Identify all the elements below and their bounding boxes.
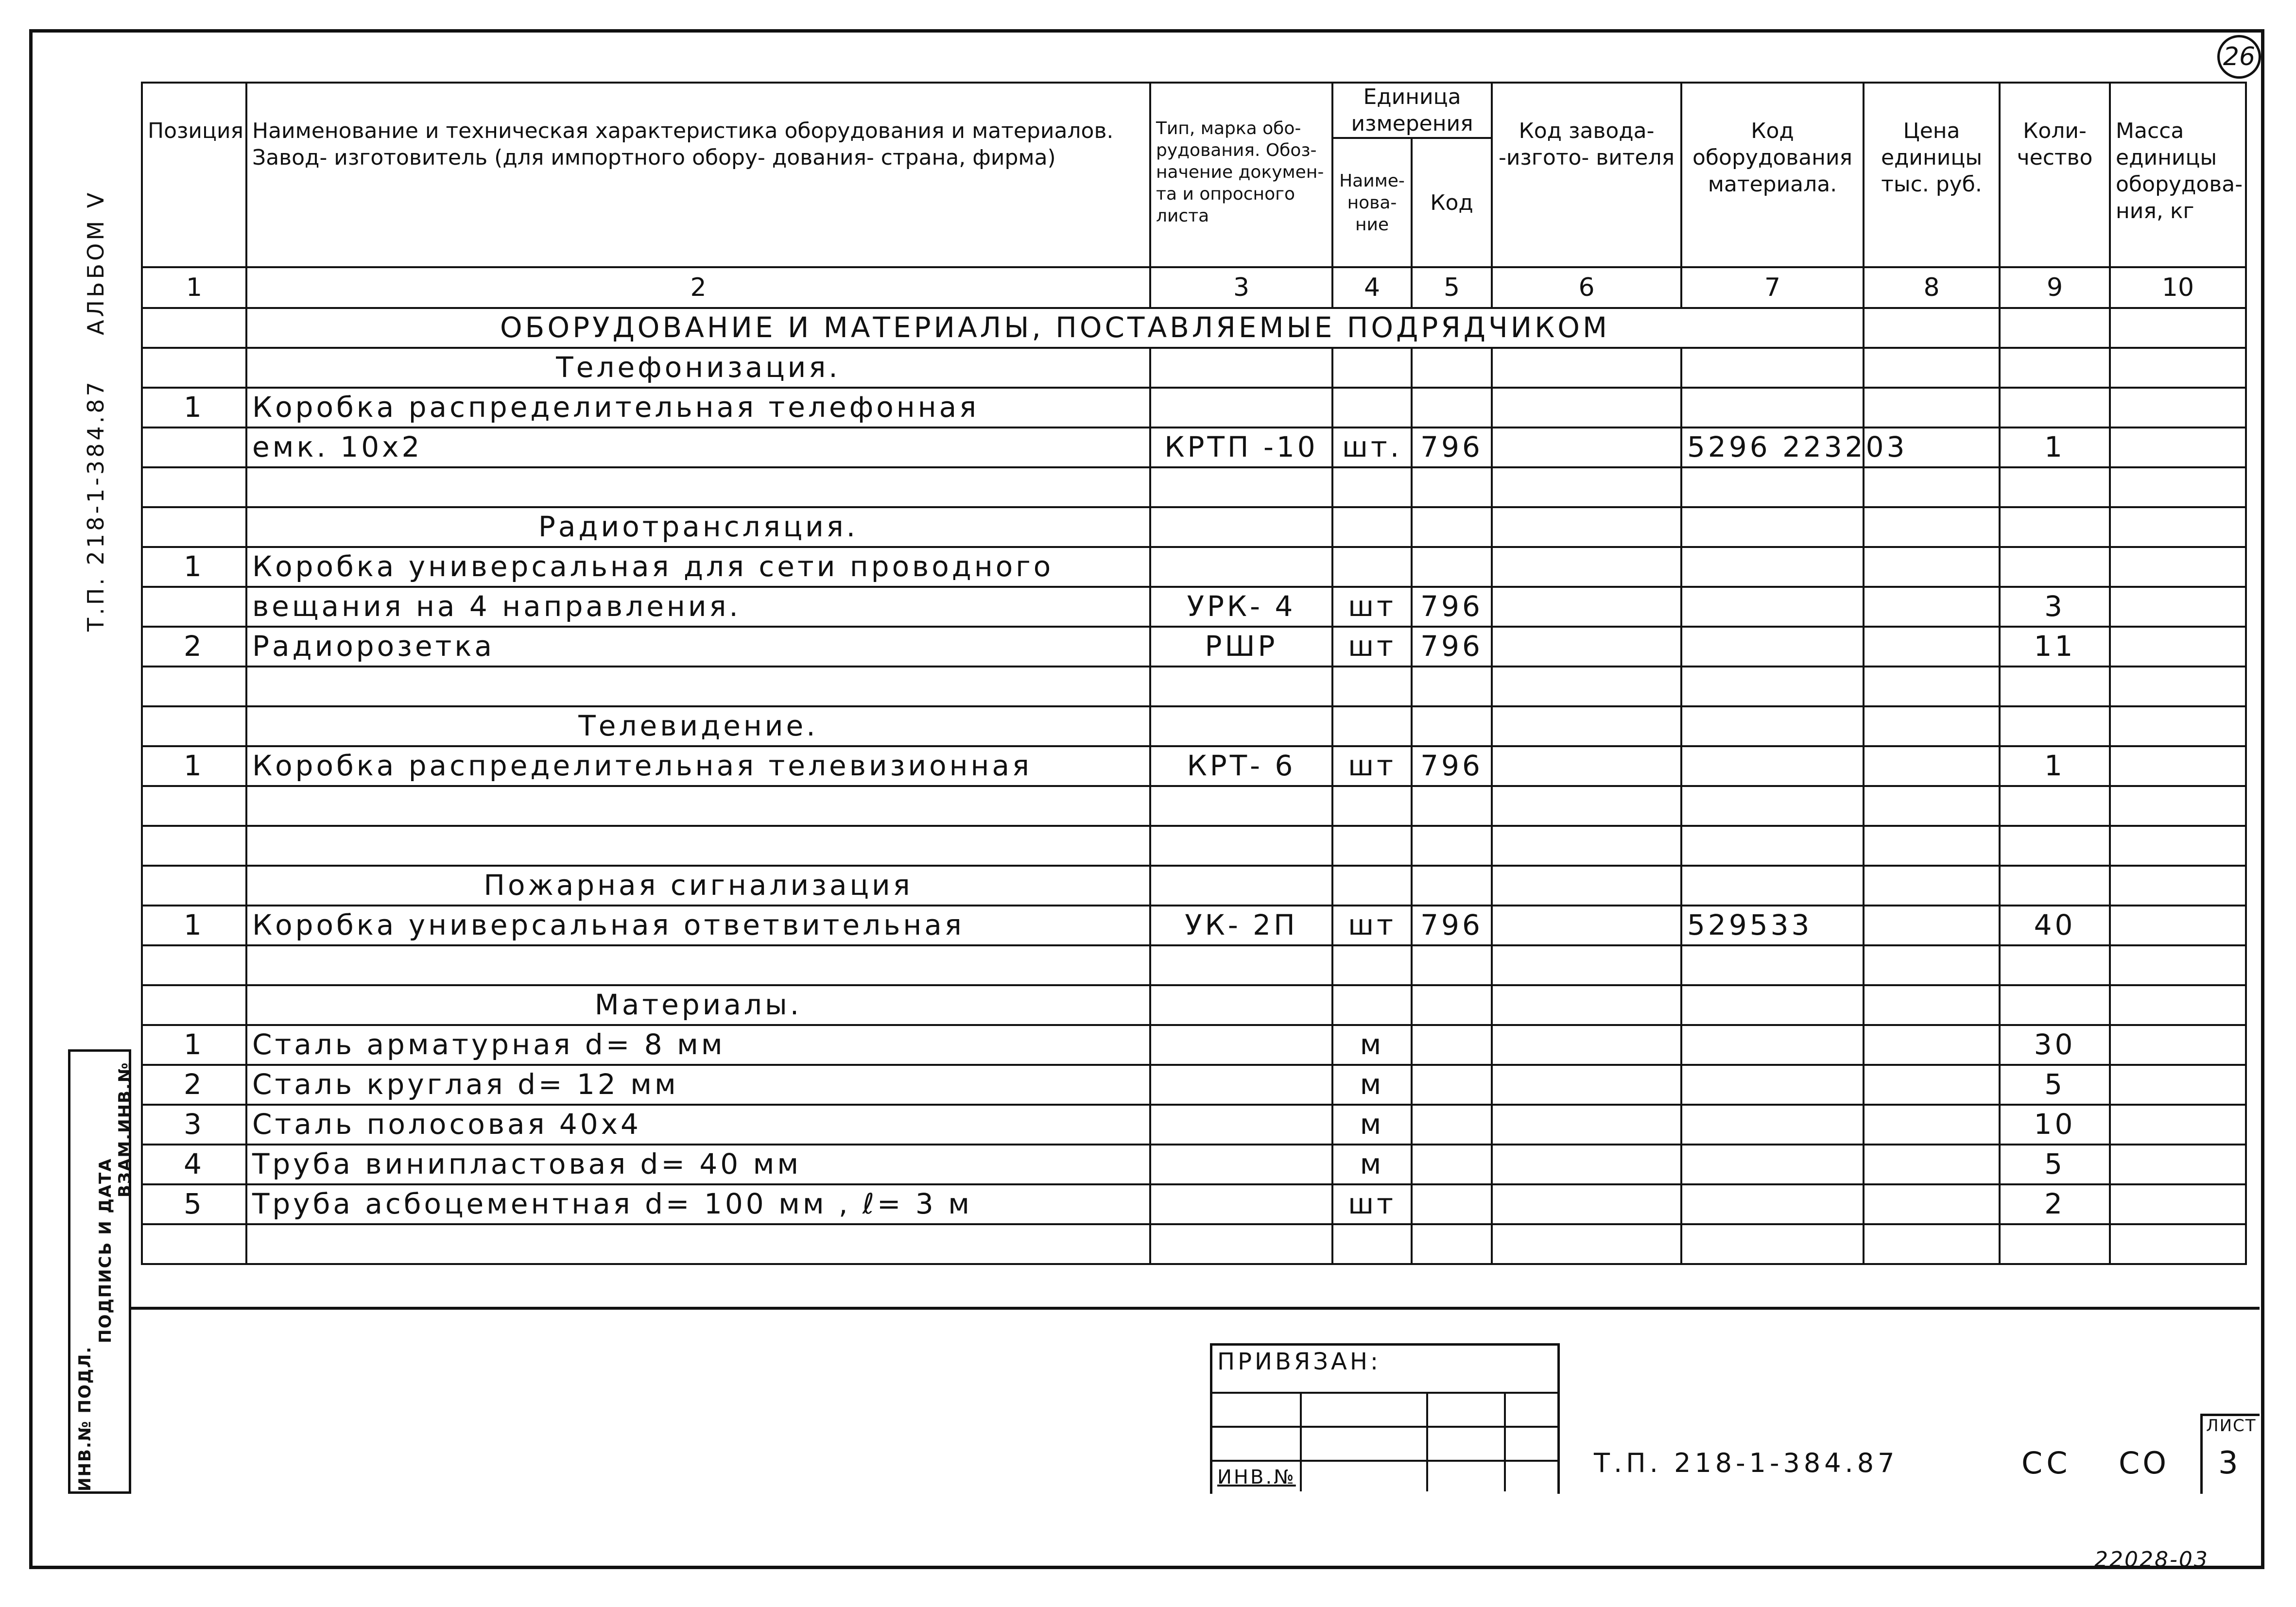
column-number-row [142,267,2246,308]
cell-empty [246,786,1150,826]
cell-empty [2110,308,2246,348]
cell-empty [2110,467,2246,507]
cell-empty [2000,467,2110,507]
table-row [142,547,2246,587]
cell-pos: 3 [142,1105,246,1145]
cell-empty [2110,985,2246,1025]
cell-empty [1681,826,1864,866]
cell-empty [1864,1224,2000,1264]
header-type: Тип, марка обо- рудования. Обоз- начение докумен- та и опросного листа [1150,83,1332,267]
cell-empty [2110,348,2246,388]
cell-empty [1412,706,1492,746]
section-heading: Пожарная сигнализация [246,866,1150,906]
cell-equip-code: 529533 [1681,906,1864,945]
stage-cc: СС [2021,1445,2072,1481]
cell-type [1150,388,1332,427]
cell-pos: 4 [142,1145,246,1184]
cell-pos: 1 [142,547,246,587]
cell-plant-code [1492,587,1681,627]
table-row [142,467,2246,507]
cell-empty [1412,467,1492,507]
cell-empty [2110,866,2246,906]
cell-equip-code [1681,1105,1864,1145]
cell-plant-code [1492,388,1681,427]
column-number: 2 [246,267,1150,308]
cell-plant-code [1492,1065,1681,1105]
table-header [142,83,2246,308]
header-unit-name: Наиме- нова- ние [1332,138,1412,267]
cell-plant-code [1492,906,1681,945]
cell-empty [1332,667,1412,706]
cell-plant-code [1492,547,1681,587]
cell-unit [1332,547,1412,587]
cell-price [1864,1184,2000,1224]
column-number: 5 [1412,267,1492,308]
left-margin-stamp [68,1049,135,1494]
cell-price [1864,1105,2000,1145]
cell-empty [2000,348,2110,388]
cell-empty [1864,945,2000,985]
cell-type [1150,547,1332,587]
cell-name: Коробка распределительная телевизионная [246,746,1150,786]
cell-empty [2000,308,2110,348]
cell-empty [2110,706,2246,746]
cell-unit-code [1412,1184,1492,1224]
cell-pos [142,507,246,547]
header-price: Цена единицы тыс. руб. [1864,83,2000,267]
cell-unit-code [1412,1105,1492,1145]
cell-equip-code [1681,547,1864,587]
cell-empty [1681,866,1864,906]
cell-empty [2000,667,2110,706]
cell-qty: 1 [2000,427,2110,467]
cell-unit: шт [1332,1184,1412,1224]
cell-empty [1492,507,1681,547]
column-number: 10 [2110,267,2246,308]
cell-qty: 1 [2000,746,2110,786]
cell-empty [1412,866,1492,906]
cell-empty [2000,507,2110,547]
cell-qty [2000,547,2110,587]
cell-empty [142,786,246,826]
cell-empty [1332,826,1412,866]
cell-plant-code [1492,1105,1681,1145]
cell-empty [2110,667,2246,706]
cell-qty: 5 [2000,1065,2110,1105]
cell-empty [246,826,1150,866]
cell-unit: м [1332,1065,1412,1105]
cell-qty: 30 [2000,1025,2110,1065]
inv-number-label: ИНВ.№ [1217,1466,1296,1488]
cell-mass [2110,1105,2246,1145]
column-number: 4 [1332,267,1412,308]
cell-empty [1681,1224,1864,1264]
cell-type: УРК- 4 [1150,587,1332,627]
header-plant-code: Код завода- -изгото- вителя [1492,83,1681,267]
mark-co: СО [2119,1445,2170,1481]
cell-plant-code [1492,1145,1681,1184]
cell-empty [246,667,1150,706]
margin-sign-label: ПОДПИСЬ И ДАТА [96,1158,115,1343]
cell-mass [2110,746,2246,786]
table-row [142,627,2246,667]
cell-pos [142,985,246,1025]
cell-plant-code [1492,427,1681,467]
cell-empty [1492,826,1681,866]
cell-empty [1864,308,2000,348]
cell-type [1150,1184,1332,1224]
table-row [142,786,2246,826]
cell-empty [2110,507,2246,547]
cell-empty [1864,507,2000,547]
cell-qty: 11 [2000,627,2110,667]
cell-empty [1412,786,1492,826]
cell-plant-code [1492,1184,1681,1224]
table-row [142,1184,2246,1224]
cell-unit-code: 796 [1412,906,1492,945]
cell-plant-code [1492,1025,1681,1065]
cell-unit: шт [1332,746,1412,786]
column-number: 1 [142,267,246,308]
cell-empty [1150,706,1332,746]
cell-type [1150,1065,1332,1105]
cell-pos [142,427,246,467]
column-number: 7 [1681,267,1864,308]
cell-empty [1681,348,1864,388]
margin-inv-label: ИНВ.№ ПОДЛ. [75,1346,95,1491]
cell-equip-code [1681,627,1864,667]
document-code: Т.П. 218-1-384.87 [1594,1448,1899,1478]
cell-price [1864,587,2000,627]
cell-unit-code: 796 [1412,587,1492,627]
cell-pos: 5 [142,1184,246,1224]
cell-empty [1150,786,1332,826]
cell-empty [1332,706,1412,746]
cell-equip-code [1681,746,1864,786]
table-body [142,308,2246,1264]
cell-empty [1412,507,1492,547]
cell-type: РШР [1150,627,1332,667]
cell-empty [1150,507,1332,547]
bound-label: ПРИВЯЗАН: [1217,1348,1381,1375]
cell-unit: м [1332,1145,1412,1184]
cell-unit: м [1332,1105,1412,1145]
cell-price [1864,547,2000,587]
cell-mass [2110,1145,2246,1184]
cell-empty [1150,945,1332,985]
cell-qty: 2 [2000,1184,2110,1224]
cell-name: Сталь круглая d= 12 мм [246,1065,1150,1105]
header-name: Наименование и техническая характеристика оборудования и материалов. Завод- изготовитель (для импортного обору- дования- страна, фирма) [246,83,1150,267]
cell-empty [1864,348,2000,388]
table-row [142,1105,2246,1145]
cell-empty [1412,945,1492,985]
cell-empty [1332,467,1412,507]
cell-qty: 10 [2000,1105,2110,1145]
cell-name: Труба асбоцементная d= 100 мм , ℓ= 3 м [246,1184,1150,1224]
cell-empty [246,467,1150,507]
cell-empty [1864,706,2000,746]
cell-price [1864,1025,2000,1065]
cell-mass [2110,547,2246,587]
cell-empty [2110,1224,2246,1264]
cell-qty: 5 [2000,1145,2110,1184]
cell-pos [142,706,246,746]
cell-price [1864,906,2000,945]
section-heading: Телефонизация. [246,348,1150,388]
cell-empty [2110,826,2246,866]
cell-pos: 1 [142,746,246,786]
header-unit-group: Единица измерения [1332,83,1492,138]
table-row [142,1145,2246,1184]
header-qty: Коли- чество [2000,83,2110,267]
cell-price [1864,746,2000,786]
cell-empty [1492,985,1681,1025]
cell-empty [1681,706,1864,746]
cell-empty [2110,786,2246,826]
cell-type [1150,1025,1332,1065]
cell-empty [2000,826,2110,866]
cell-empty [246,945,1150,985]
sheet-label: ЛИСТ [2206,1416,2257,1436]
cell-name: Сталь полосовая 40х4 [246,1105,1150,1145]
cell-mass [2110,1184,2246,1224]
cell-unit-code [1412,1065,1492,1105]
cell-equip-code [1681,1145,1864,1184]
cell-name: Труба винипластовая d= 40 мм [246,1145,1150,1184]
cell-empty [1412,1224,1492,1264]
page-circle-number: 26 [2217,35,2261,79]
table-row [142,388,2246,427]
table-row [142,706,2246,746]
cell-empty [1412,826,1492,866]
header-unit-code: Код [1412,138,1492,267]
cell-mass [2110,1025,2246,1065]
cell-empty [2110,945,2246,985]
cell-empty [1412,348,1492,388]
cell-empty [1864,786,2000,826]
header-equip-code: Код оборудования материала. [1681,83,1864,267]
cell-empty [2000,786,2110,826]
cell-pos [142,866,246,906]
section-heading: Телевидение. [246,706,1150,746]
archive-number: 22028-03 [2094,1547,2209,1572]
table-row [142,906,2246,945]
cell-empty [1150,348,1332,388]
cell-name: Коробка универсальная ответвительная [246,906,1150,945]
cell-name: вещания на 4 направления. [246,587,1150,627]
cell-price [1864,627,2000,667]
cell-pos [142,348,246,388]
cell-name: Радиорозетка [246,627,1150,667]
column-number: 3 [1150,267,1332,308]
cell-empty [1150,667,1332,706]
cell-empty [1332,945,1412,985]
cell-empty [246,1224,1150,1264]
table-row [142,348,2246,388]
cell-unit-code [1412,1025,1492,1065]
cell-unit-code [1412,1145,1492,1184]
cell-unit-code [1412,547,1492,587]
cell-unit: шт. [1332,427,1412,467]
cell-empty [2000,945,2110,985]
table-row [142,427,2246,467]
table-row [142,507,2246,547]
cell-empty [1332,507,1412,547]
cell-price [1864,388,2000,427]
cell-name: Коробка распределительная телефонная [246,388,1150,427]
cell-empty [1681,985,1864,1025]
sheet-number: 3 [2218,1445,2238,1481]
cell-empty [2000,866,2110,906]
cell-empty [1492,348,1681,388]
cell-empty [1332,985,1412,1025]
cell-empty [1332,348,1412,388]
cell-unit: шт [1332,906,1412,945]
cell-pos: 1 [142,388,246,427]
header-pos: Позиция [142,83,246,267]
cell-mass [2110,427,2246,467]
cell-empty [1864,826,2000,866]
cell-pos: 1 [142,906,246,945]
side-doc-code: Т.П. 218-1-384.87 [83,379,109,632]
cell-type: КРТП -10 [1150,427,1332,467]
cell-empty [1492,786,1681,826]
table-row [142,866,2246,906]
cell-empty [1150,826,1332,866]
cell-unit-code [1412,388,1492,427]
cell-mass [2110,1065,2246,1105]
cell-pos: 2 [142,1065,246,1105]
cell-empty [1492,706,1681,746]
cell-mass [2110,388,2246,427]
cell-type [1150,1145,1332,1184]
cell-empty [1150,866,1332,906]
cell-plant-code [1492,746,1681,786]
cell-empty [142,667,246,706]
cell-name: Коробка универсальная для сети проводного [246,547,1150,587]
column-number: 8 [1864,267,2000,308]
specification-table [141,82,2247,1265]
table-row [142,1224,2246,1264]
cell-empty [1864,667,2000,706]
cell-pos [142,587,246,627]
cell-empty [1150,1224,1332,1264]
cell-empty [1864,467,2000,507]
table-row [142,985,2246,1025]
cell-equip-code [1681,1025,1864,1065]
album-label: АЛЬБОМ V [83,189,109,335]
cell-empty [2000,985,2110,1025]
cell-empty [1681,467,1864,507]
cell-pos [142,308,246,348]
cell-empty [142,467,246,507]
table-row [142,667,2246,706]
cell-unit: м [1332,1025,1412,1065]
cell-equip-code [1681,1065,1864,1105]
cell-empty [1492,1224,1681,1264]
cell-empty [2000,1224,2110,1264]
cell-equip-code [1681,388,1864,427]
cell-empty [1150,467,1332,507]
cell-price [1864,1145,2000,1184]
cell-empty [1412,667,1492,706]
cell-empty [1864,866,2000,906]
margin-replace-label: ВЗАМ.ИНВ.№ [115,1061,135,1197]
cell-name: Сталь арматурная d= 8 мм [246,1025,1150,1065]
header-mass: Масса единицы оборудова- ния, кг [2110,83,2246,267]
cell-mass [2110,906,2246,945]
column-number: 6 [1492,267,1681,308]
cell-equip-code [1681,1184,1864,1224]
cell-plant-code [1492,627,1681,667]
cell-mass [2110,627,2246,667]
cell-unit-code: 796 [1412,627,1492,667]
cell-unit: шт [1332,587,1412,627]
cell-empty [1332,1224,1412,1264]
cell-type: КРТ- 6 [1150,746,1332,786]
cell-empty [1332,866,1412,906]
column-number: 9 [2000,267,2110,308]
cell-name: емк. 10х2 [246,427,1150,467]
cell-empty [1150,985,1332,1025]
cell-type [1150,1105,1332,1145]
cell-pos: 2 [142,627,246,667]
cell-unit-code: 796 [1412,427,1492,467]
section-title: ОБОРУДОВАНИЕ И МАТЕРИАЛЫ, ПОСТАВЛЯЕМЫЕ ПОДРЯДЧИКОМ [246,308,1864,348]
cell-empty [142,945,246,985]
title-block [131,1307,2260,1497]
cell-mass [2110,587,2246,627]
cell-empty [1681,786,1864,826]
table-row [142,1025,2246,1065]
table-row [142,746,2246,786]
table-row [142,1065,2246,1105]
table-row [142,826,2246,866]
cell-equip-code: 5296 223203 [1681,427,1864,467]
cell-unit-code: 796 [1412,746,1492,786]
cell-empty [1492,467,1681,507]
cell-equip-code [1681,587,1864,627]
cell-empty [1492,667,1681,706]
cell-empty [1412,985,1492,1025]
section-heading: Материалы. [246,985,1150,1025]
cell-empty [142,826,246,866]
cell-qty: 40 [2000,906,2110,945]
table-row [142,945,2246,985]
cell-empty [1492,945,1681,985]
cell-price [1864,1065,2000,1105]
cell-qty: 3 [2000,587,2110,627]
cell-unit: шт [1332,627,1412,667]
cell-empty [2000,706,2110,746]
cell-empty [1681,945,1864,985]
cell-empty [1864,985,2000,1025]
table-row [142,587,2246,627]
table-row [142,308,2246,348]
cell-pos: 1 [142,1025,246,1065]
cell-empty [1492,866,1681,906]
cell-empty [1681,507,1864,547]
cell-qty [2000,388,2110,427]
cell-empty [1681,667,1864,706]
section-heading: Радиотрансляция. [246,507,1150,547]
cell-empty [142,1224,246,1264]
cell-unit [1332,388,1412,427]
cell-type: УК- 2П [1150,906,1332,945]
cell-empty [1332,786,1412,826]
